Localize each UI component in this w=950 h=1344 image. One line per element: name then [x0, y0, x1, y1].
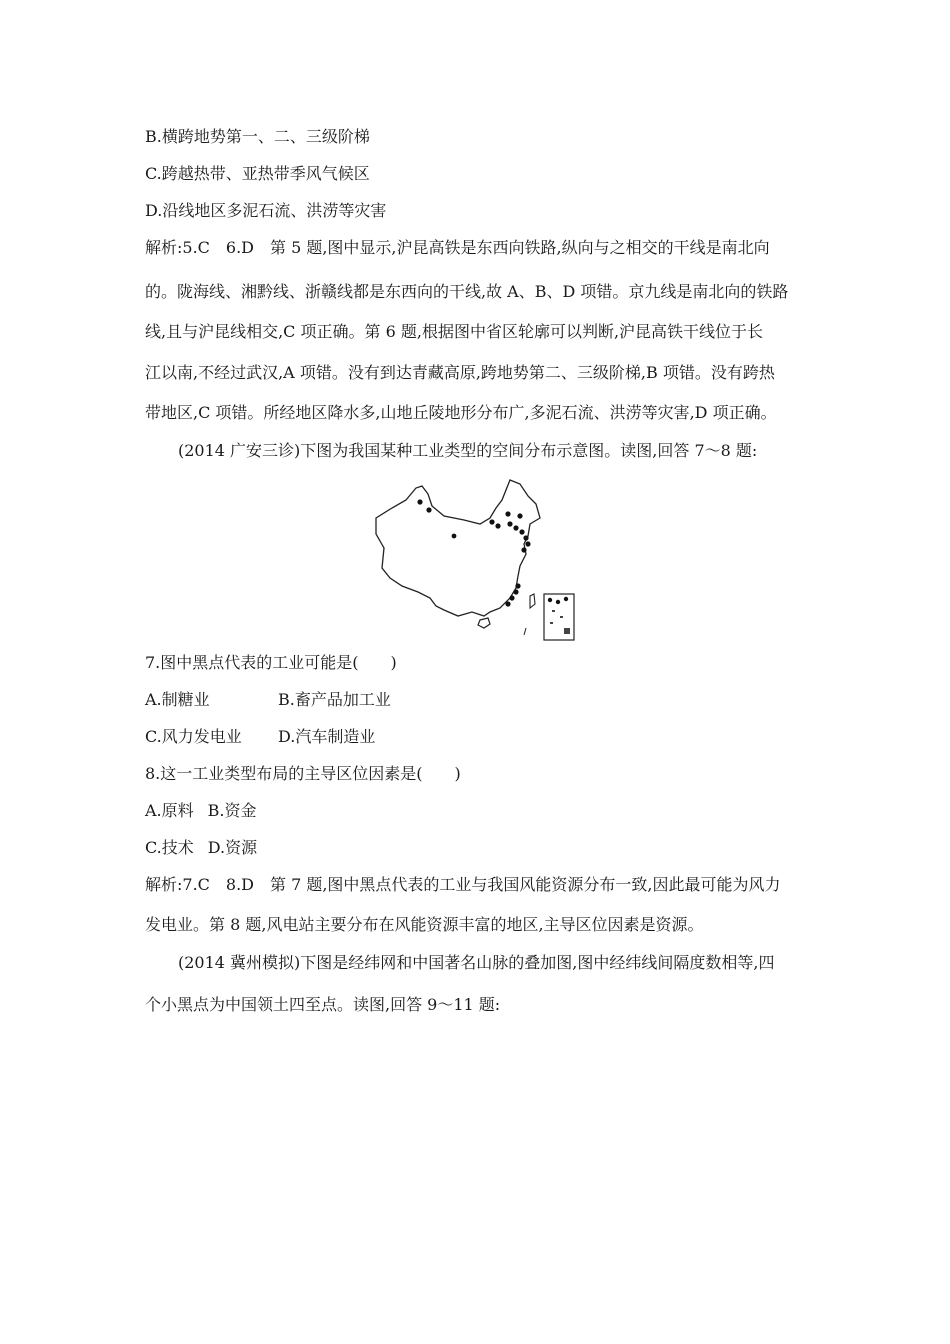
map-dot	[509, 595, 514, 600]
map-dot	[417, 499, 422, 504]
option-6d: D.沿线地区多泥石流、洪涝等灾害	[145, 201, 387, 220]
analysis-5-6-line-3: 线,且与沪昆线相交,C 项正确。第 6 题,根据图中省区轮廓可以判断,沪昆高铁干线位于长	[145, 322, 764, 341]
inset-islands	[550, 610, 570, 634]
map-dot	[507, 521, 512, 526]
q7-options-cd	[145, 727, 425, 747]
map-dot	[513, 525, 518, 530]
analysis-5-6-line-1: 解析:5.C 6.D 第 5 题,图中显示,沪昆高铁是东西向铁路,纵向与之相交的干线是南北向	[145, 238, 770, 257]
map-dot	[513, 589, 518, 594]
analysis-5-6-line-4: 江以南,不经过武汉,A 项错。没有到达青藏高原,跨地势第二、三级阶梯,B 项错。没有跨热	[145, 363, 775, 382]
map-dot	[489, 519, 494, 524]
map-dot	[519, 529, 524, 534]
map-dot	[525, 541, 530, 546]
analysis-7-8-line-2: 发电业。第 8 题,风电站主要分布在风能资源丰富的地区,主导区位因素是资源。	[145, 915, 704, 934]
map-dot	[426, 507, 431, 512]
q7-option-a: A.制糖业	[145, 690, 210, 709]
option-6b: B.横跨地势第一、二、三级阶梯	[145, 127, 370, 146]
q7-options-ab	[145, 690, 425, 710]
analysis-7-8-line-1: 解析:7.C 8.D 第 7 题,图中黑点代表的工业与我国风能资源分布一致,因此最可能为风力	[145, 875, 781, 894]
map-dot	[517, 513, 522, 518]
inset-mark	[552, 610, 555, 612]
inset-mark	[564, 628, 570, 634]
map-dot	[556, 600, 560, 604]
intro-7-8: (2014 广安三诊)下图为我国某种工业类型的空间分布示意图。读图,回答 7～8 题:	[178, 441, 758, 460]
analysis-5-6-line-2: 的。陇海线、湘黔线、浙赣线都是东西向的干线,故 A、B、D 项错。京九线是南北向的铁路	[145, 282, 789, 301]
q7-stem: 7.图中黑点代表的工业可能是( )	[145, 653, 397, 672]
q8-options-ab	[145, 801, 257, 821]
industry-dots	[417, 499, 568, 606]
map-dot	[523, 535, 528, 540]
china-industry-map	[372, 478, 582, 644]
map-dot	[505, 511, 510, 516]
map-dot	[521, 547, 526, 552]
q7-option-b: B.畜产品加工业	[278, 690, 391, 709]
taiwan-island	[530, 594, 535, 608]
map-dot	[548, 598, 552, 602]
intro-9-11-line-1: (2014 冀州模拟)下图是经纬网和中国著名山脉的叠加图,图中经纬线间隔度数相等,四	[178, 953, 775, 972]
q8-stem: 8.这一工业类型布局的主导区位因素是( )	[145, 764, 461, 783]
inset-mark	[560, 616, 563, 618]
china-outline	[376, 480, 540, 616]
map-dot	[564, 597, 568, 601]
q8-option-b: B.资金	[207, 801, 257, 820]
q8-option-c: C.技术	[145, 838, 194, 857]
option-6c: C.跨越热带、亚热带季风气候区	[145, 164, 370, 183]
map-scale-mark	[524, 628, 526, 635]
q8-option-a: A.原料	[145, 801, 194, 820]
q7-option-c: C.风力发电业	[145, 727, 242, 746]
inset-mark	[550, 622, 553, 624]
map-dot	[495, 523, 500, 528]
q7-option-d: D.汽车制造业	[278, 727, 376, 746]
q8-options-cd	[145, 838, 257, 858]
q8-option-d: D.资源	[207, 838, 258, 857]
intro-9-11-line-2: 个小黑点为中国领土四至点。读图,回答 9～11 题:	[145, 995, 501, 1014]
map-dot	[452, 534, 457, 539]
hainan-island	[478, 618, 490, 628]
map-dot	[515, 583, 520, 588]
analysis-5-6-line-5: 带地区,C 项错。所经地区降水多,山地丘陵地形分布广,多泥石流、洪涝等灾害,D 项正确。	[145, 403, 777, 422]
map-dot	[505, 601, 510, 606]
